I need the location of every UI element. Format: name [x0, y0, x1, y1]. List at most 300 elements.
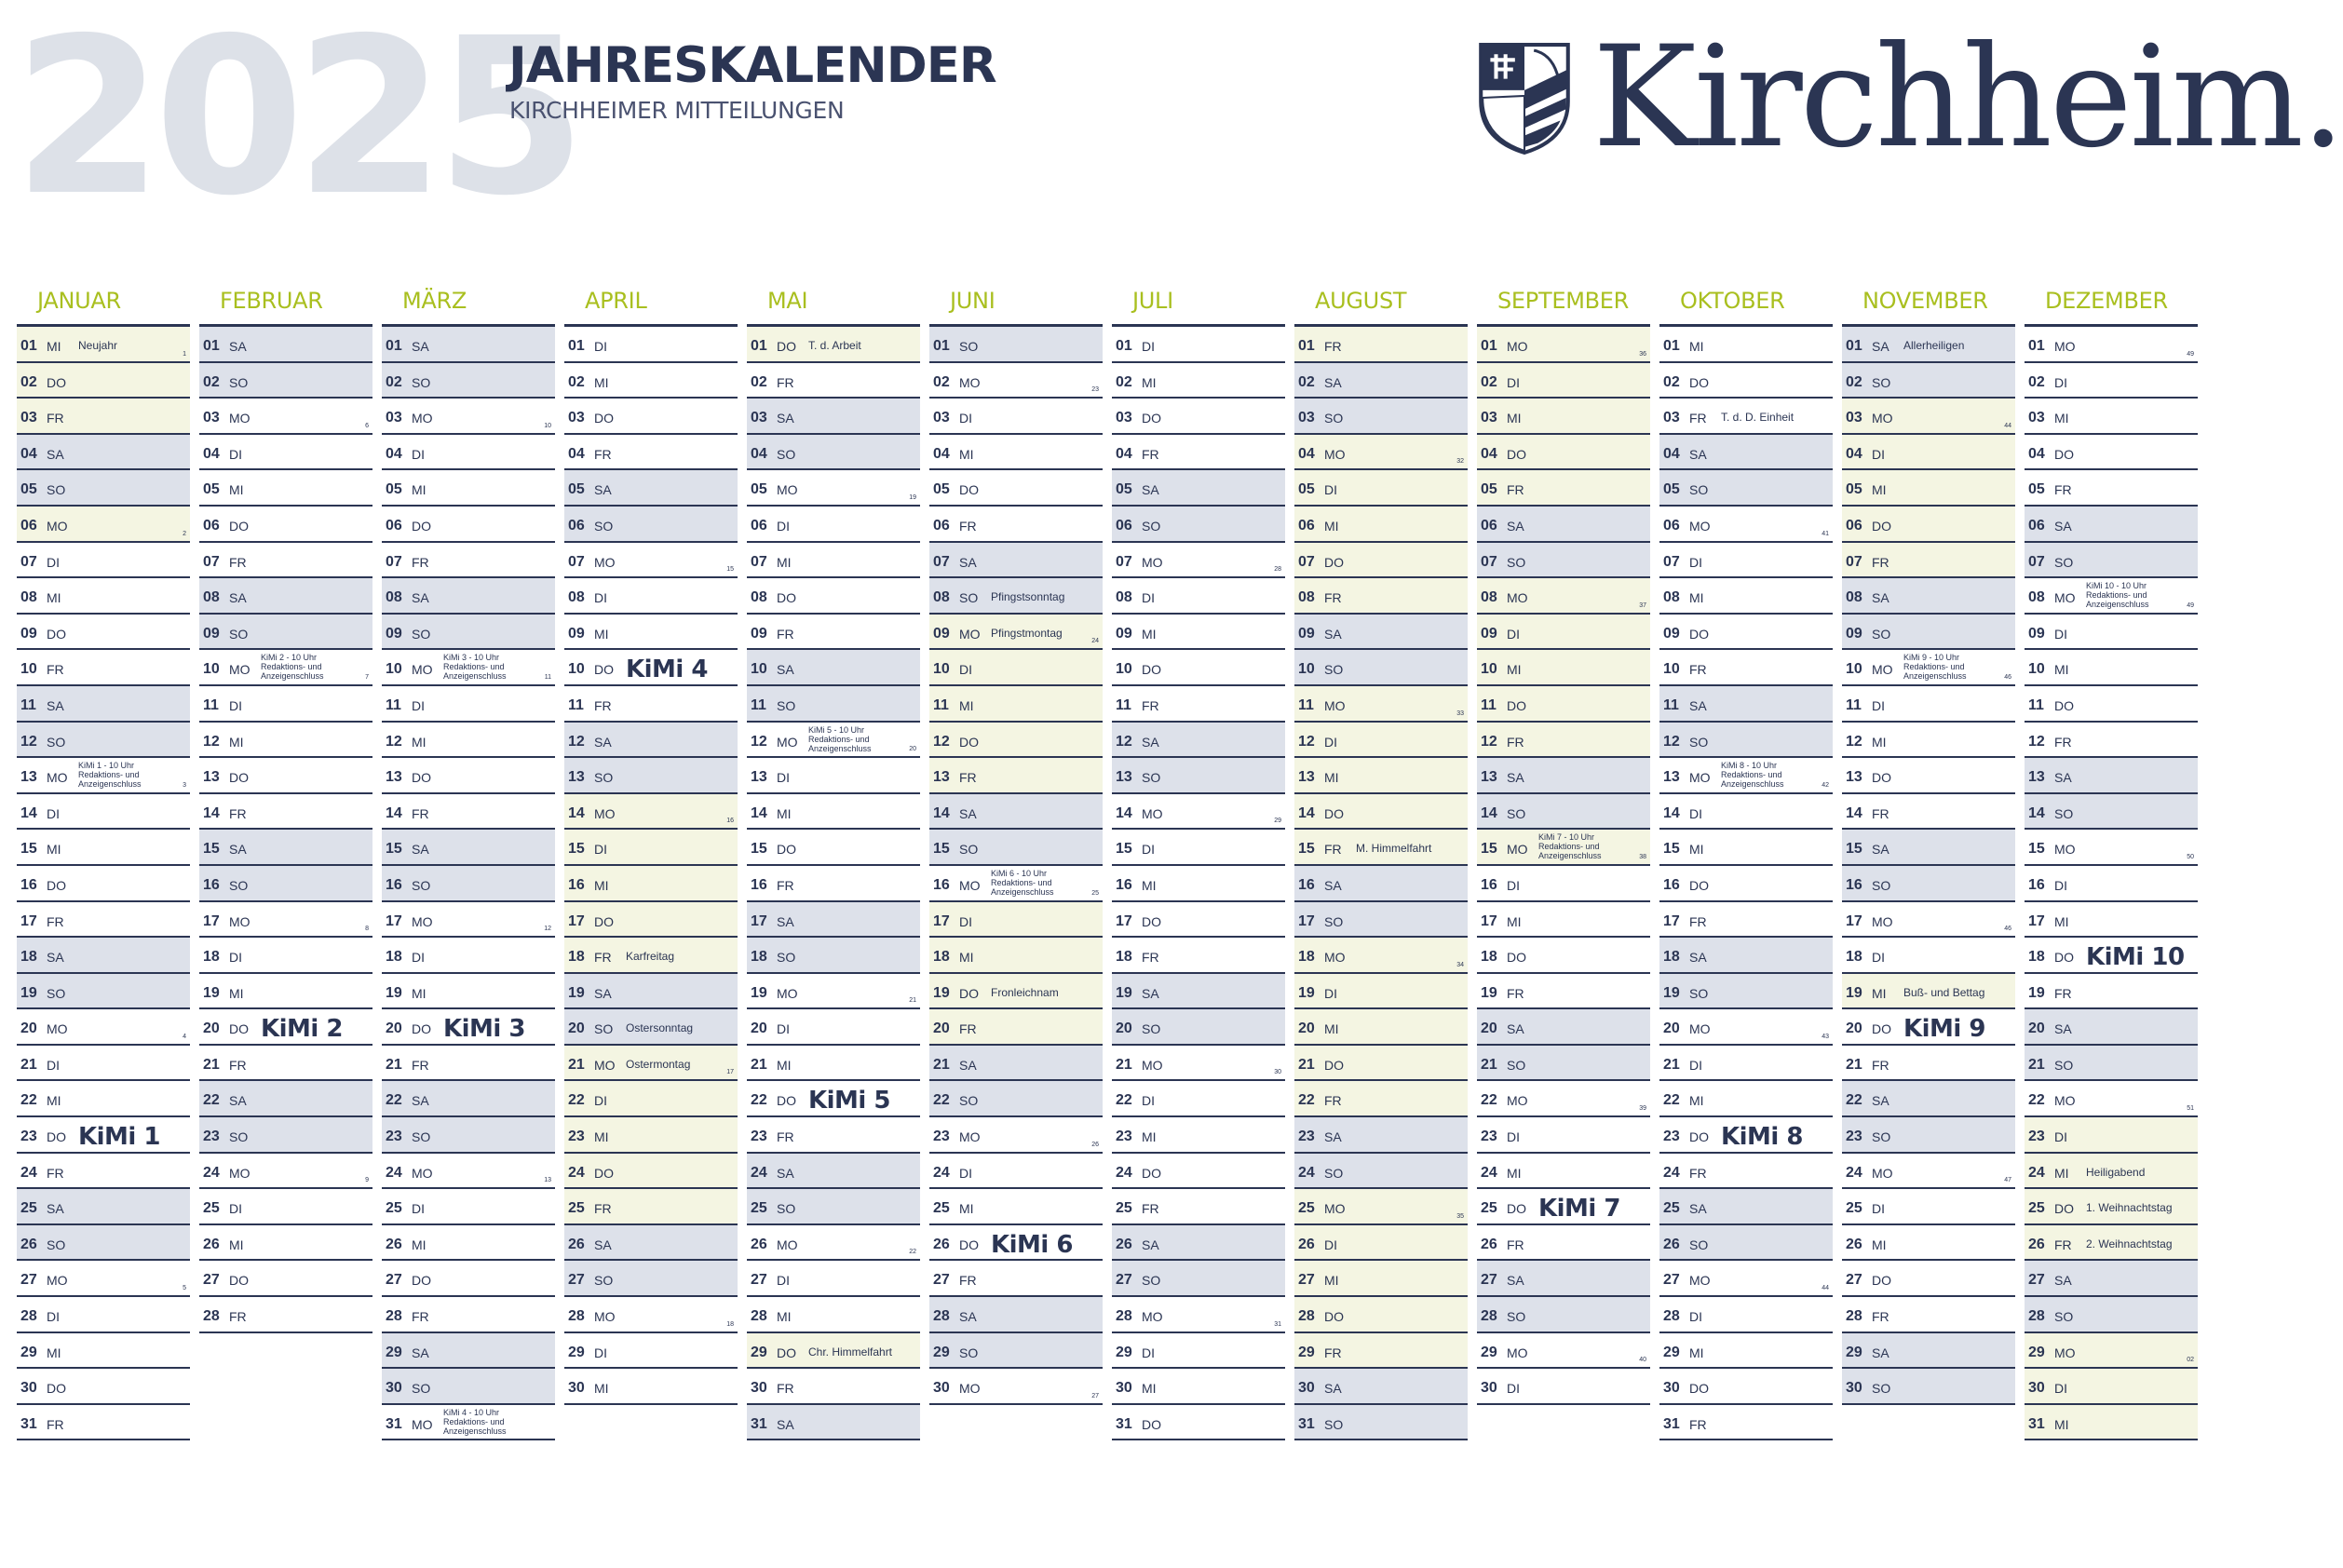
day-number: 20 — [20, 1021, 37, 1037]
kimi-issue-label: KiMi 6 — [991, 1230, 1073, 1259]
weekday: FR — [229, 1309, 247, 1325]
day-row — [1477, 758, 1650, 794]
day-row — [1477, 1081, 1650, 1117]
week-number: 51 — [2187, 1105, 2194, 1113]
day-row — [1477, 1189, 1650, 1225]
weekday: SA — [412, 842, 429, 858]
day-row — [1477, 1154, 1650, 1190]
weekday: FR — [412, 1309, 429, 1325]
day-number: 03 — [933, 410, 950, 426]
day-note: Ostermontag — [626, 1057, 691, 1071]
day-row — [382, 615, 555, 651]
day-number: 15 — [1846, 841, 1862, 858]
day-row — [747, 830, 920, 866]
day-row — [929, 794, 1103, 831]
month-name: JANUAR — [17, 285, 190, 327]
day-row — [1294, 1081, 1468, 1117]
weekday: MI — [229, 482, 244, 498]
day-row — [1112, 470, 1285, 507]
weekday: DO — [959, 985, 979, 1001]
day-number: 03 — [1298, 410, 1315, 426]
weekday: DI — [959, 1165, 972, 1181]
weekday: SA — [1689, 446, 1707, 462]
day-note: T. d. D. Einheit — [1721, 411, 1794, 425]
day-number: 29 — [20, 1344, 37, 1360]
weekday: SO — [1142, 1273, 1161, 1289]
day-row — [2025, 399, 2198, 435]
day-row — [17, 1046, 190, 1082]
day-number: 30 — [1298, 1380, 1315, 1397]
day-row — [1659, 543, 1833, 579]
day-row — [1294, 830, 1468, 866]
day-row — [382, 650, 555, 686]
day-number: 23 — [1481, 1129, 1497, 1145]
weekday: SO — [1689, 482, 1709, 498]
weekday: DO — [1324, 1057, 1344, 1073]
weekday: FR — [1324, 339, 1342, 354]
weekday: DO — [412, 518, 431, 534]
weekday: MO — [1324, 950, 1346, 966]
day-row — [1112, 830, 1285, 866]
day-row — [199, 902, 372, 939]
day-number: 03 — [386, 410, 402, 426]
weekday: DO — [959, 734, 979, 750]
day-row — [564, 974, 738, 1010]
weekday: DI — [2054, 1381, 2067, 1397]
day-row — [929, 723, 1103, 759]
day-row — [1659, 399, 1833, 435]
day-number: 22 — [1663, 1092, 1680, 1109]
day-number: 13 — [568, 769, 585, 786]
weekday: DI — [229, 697, 242, 713]
day-number: 03 — [1116, 410, 1132, 426]
day-row — [747, 650, 920, 686]
day-row — [199, 938, 372, 974]
day-row — [1842, 866, 2015, 902]
weekday: SO — [412, 626, 431, 642]
day-number: 22 — [933, 1092, 950, 1109]
weekday: SA — [2054, 518, 2072, 534]
day-row — [199, 866, 372, 902]
day-row — [2025, 938, 2198, 974]
weekday: DI — [594, 842, 607, 858]
weekday: MO — [1689, 518, 1711, 534]
day-row — [1294, 650, 1468, 686]
day-number: 30 — [2028, 1380, 2045, 1397]
day-row — [929, 1333, 1103, 1370]
day-number: 14 — [203, 804, 220, 821]
weekday: SO — [594, 1021, 614, 1037]
day-row — [564, 1189, 738, 1225]
weekday: SO — [2054, 554, 2074, 570]
day-row — [1477, 578, 1650, 615]
weekday: SO — [1324, 411, 1344, 426]
day-number: 21 — [1481, 1056, 1497, 1073]
day-number: 11 — [1298, 696, 1314, 713]
day-number: 28 — [933, 1308, 950, 1325]
day-number: 12 — [386, 733, 402, 750]
day-number: 06 — [933, 517, 950, 534]
day-row — [1477, 1117, 1650, 1154]
day-number: 22 — [203, 1092, 220, 1109]
weekday: SA — [594, 985, 612, 1001]
day-row — [199, 650, 372, 686]
day-row — [1477, 830, 1650, 866]
weekday: SO — [1507, 805, 1526, 821]
day-number: 20 — [1481, 1021, 1497, 1037]
day-number: 31 — [1116, 1415, 1132, 1432]
day-row — [1112, 974, 1285, 1010]
weekday: DI — [229, 1201, 242, 1217]
day-row — [382, 974, 555, 1010]
day-row — [1842, 470, 2015, 507]
weekday: MO — [2054, 1345, 2076, 1360]
month-name: JUNI — [929, 285, 1103, 327]
day-number: 29 — [568, 1344, 585, 1360]
weekday: MO — [412, 913, 433, 929]
day-number: 24 — [203, 1164, 220, 1181]
day-number: 11 — [751, 696, 766, 713]
weekday: MI — [1507, 913, 1522, 929]
day-row — [1477, 363, 1650, 399]
day-row — [1659, 974, 1833, 1010]
day-number: 04 — [751, 445, 767, 462]
day-number: 17 — [751, 912, 767, 929]
weekday: MO — [1507, 1093, 1528, 1109]
day-number: 09 — [933, 625, 950, 642]
day-number: 23 — [2028, 1129, 2045, 1145]
day-row — [564, 615, 738, 651]
day-row — [382, 1154, 555, 1190]
day-row — [199, 1297, 372, 1333]
day-note: Neujahr — [78, 339, 118, 352]
day-row — [1294, 1297, 1468, 1333]
day-row — [17, 758, 190, 794]
day-note: KiMi 10 - 10 Uhr Redaktions- und Anzeigenschluss — [2086, 581, 2149, 610]
day-number: 03 — [1663, 410, 1680, 426]
day-number: 23 — [203, 1129, 220, 1145]
day-row — [1112, 686, 1285, 723]
day-number: 26 — [568, 1236, 585, 1252]
day-row — [564, 435, 738, 471]
week-number: 16 — [726, 818, 734, 825]
weekday: DO — [47, 626, 66, 642]
weekday: DI — [1872, 446, 1885, 462]
weekday: MO — [1324, 697, 1346, 713]
weekday: DI — [1142, 590, 1155, 606]
weekday: SO — [47, 734, 66, 750]
weekday: SO — [412, 374, 431, 390]
weekday: MO — [959, 374, 981, 390]
weekday: SA — [47, 697, 64, 713]
weekday: DI — [1142, 339, 1155, 354]
weekday: MI — [959, 697, 974, 713]
weekday: SO — [959, 1093, 979, 1109]
weekday: SO — [1689, 985, 1709, 1001]
day-number: 20 — [1116, 1021, 1132, 1037]
calendar-subtitle: KIRCHHEIMER MITTEILUNGEN — [509, 97, 845, 124]
weekday: SA — [777, 1416, 794, 1432]
day-number: 20 — [1298, 1021, 1315, 1037]
day-number: 16 — [203, 876, 220, 893]
weekday: FR — [1507, 482, 1524, 498]
day-number: 05 — [203, 481, 220, 498]
day-number: 26 — [1481, 1236, 1497, 1252]
day-row — [1477, 974, 1650, 1010]
day-row — [382, 363, 555, 399]
weekday: FR — [1507, 1237, 1524, 1252]
day-number: 15 — [203, 841, 220, 858]
day-number: 22 — [20, 1092, 37, 1109]
month-name: MAI — [747, 285, 920, 327]
day-row — [1659, 1009, 1833, 1046]
day-number: 26 — [1663, 1236, 1680, 1252]
week-number: 15 — [726, 566, 734, 574]
day-number: 02 — [1663, 373, 1680, 390]
weekday: SA — [777, 1165, 794, 1181]
day-row — [564, 866, 738, 902]
week-number: 44 — [2004, 422, 2011, 429]
weekday: MO — [1507, 590, 1528, 606]
day-row — [382, 866, 555, 902]
day-number: 15 — [751, 841, 767, 858]
day-number: 27 — [1116, 1272, 1132, 1289]
day-number: 31 — [2028, 1415, 2045, 1432]
day-number: 10 — [1663, 661, 1680, 678]
day-number: 01 — [1116, 338, 1132, 354]
weekday: FR — [2054, 1237, 2072, 1252]
weekday: MO — [47, 1273, 68, 1289]
day-row — [199, 830, 372, 866]
weekday: SA — [1324, 1129, 1342, 1145]
weekday: SA — [959, 1057, 977, 1073]
day-number: 02 — [386, 373, 402, 390]
week-number: 30 — [1274, 1069, 1281, 1076]
day-note: Karfreitag — [626, 950, 675, 964]
weekday: MI — [1142, 877, 1157, 893]
day-row — [199, 1081, 372, 1117]
day-number: 19 — [1298, 984, 1315, 1001]
weekday: SA — [47, 1201, 64, 1217]
day-row — [1294, 327, 1468, 363]
weekday: DI — [229, 446, 242, 462]
month-name: JULI — [1112, 285, 1285, 327]
day-row — [1294, 758, 1468, 794]
day-number: 24 — [751, 1164, 767, 1181]
day-number: 17 — [2028, 912, 2045, 929]
day-row — [382, 399, 555, 435]
weekday: SA — [229, 590, 247, 606]
day-number: 18 — [2028, 949, 2045, 966]
weekday: DI — [777, 1273, 790, 1289]
week-number: 40 — [1639, 1357, 1646, 1364]
weekday: SO — [959, 339, 979, 354]
day-row — [199, 974, 372, 1010]
day-number: 04 — [20, 445, 37, 462]
week-number: 1 — [183, 350, 186, 358]
weekday: MI — [1142, 374, 1157, 390]
weekday: MO — [2054, 842, 2076, 858]
month-column — [929, 285, 1103, 1405]
day-number: 15 — [386, 841, 402, 858]
day-row — [2025, 723, 2198, 759]
weekday: DO — [47, 374, 66, 390]
weekday: SA — [47, 950, 64, 966]
day-row — [1659, 435, 1833, 471]
month-column — [382, 285, 555, 1440]
weekday: MI — [1324, 1273, 1339, 1289]
day-number: 18 — [1846, 949, 1862, 966]
day-note: T. d. Arbeit — [808, 339, 861, 352]
month-column — [747, 285, 920, 1440]
weekday: SA — [2054, 1021, 2072, 1037]
day-row — [1659, 794, 1833, 831]
month-name: FEBRUAR — [199, 285, 372, 327]
weekday: FR — [1324, 590, 1342, 606]
weekday: DI — [777, 518, 790, 534]
day-number: 05 — [20, 481, 37, 498]
day-row — [564, 794, 738, 831]
day-number: 05 — [751, 481, 767, 498]
weekday: FR — [1689, 662, 1707, 678]
day-row — [564, 470, 738, 507]
kimi-issue-label: KiMi 9 — [1903, 1015, 1985, 1044]
day-number: 06 — [1116, 517, 1132, 534]
day-number: 19 — [1846, 984, 1862, 1001]
weekday: FR — [1689, 913, 1707, 929]
day-number: 26 — [20, 1236, 37, 1252]
day-row — [1112, 435, 1285, 471]
day-number: 28 — [1663, 1308, 1680, 1325]
weekday: MO — [594, 554, 616, 570]
day-row — [929, 363, 1103, 399]
month-column — [1112, 285, 1285, 1440]
week-number: 9 — [365, 1177, 369, 1184]
day-number: 31 — [751, 1415, 767, 1432]
day-row — [2025, 1189, 2198, 1225]
day-number: 10 — [933, 661, 950, 678]
day-row — [1659, 1225, 1833, 1262]
weekday: SA — [412, 1345, 429, 1360]
weekday: SA — [229, 1093, 247, 1109]
day-row — [199, 327, 372, 363]
day-number: 03 — [203, 410, 220, 426]
weekday: MI — [1507, 411, 1522, 426]
weekday: MI — [412, 734, 427, 750]
weekday: MO — [2054, 590, 2076, 606]
day-number: 05 — [568, 481, 585, 498]
weekday: DI — [1872, 697, 1885, 713]
day-row — [1659, 1405, 1833, 1441]
week-number: 3 — [183, 781, 186, 789]
weekday: DI — [1142, 842, 1155, 858]
day-row — [929, 830, 1103, 866]
day-row — [564, 902, 738, 939]
weekday: DO — [47, 1381, 66, 1397]
day-row — [1842, 399, 2015, 435]
day-row — [929, 1081, 1103, 1117]
day-number: 18 — [1298, 949, 1315, 966]
day-number: 24 — [568, 1164, 585, 1181]
day-number: 23 — [751, 1129, 767, 1145]
day-number: 25 — [203, 1200, 220, 1217]
day-number: 16 — [1481, 876, 1497, 893]
day-row — [1659, 866, 1833, 902]
weekday: FR — [1689, 1165, 1707, 1181]
day-number: 13 — [751, 769, 767, 786]
weekday: FR — [777, 374, 794, 390]
day-number: 09 — [203, 625, 220, 642]
day-row — [1477, 686, 1650, 723]
day-number: 28 — [203, 1308, 220, 1325]
day-row — [382, 1009, 555, 1046]
weekday: DO — [229, 770, 249, 786]
day-note: KiMi 3 - 10 Uhr Redaktions- und Anzeigenschluss — [443, 653, 507, 682]
weekday: SA — [1324, 877, 1342, 893]
day-note: 2. Weihnachtstag — [2086, 1237, 2173, 1250]
day-row — [199, 758, 372, 794]
week-number: 39 — [1639, 1105, 1646, 1113]
day-row — [929, 1046, 1103, 1082]
day-number: 24 — [386, 1164, 402, 1181]
day-number: 13 — [933, 769, 950, 786]
day-number: 13 — [203, 769, 220, 786]
day-row — [2025, 758, 2198, 794]
day-row — [2025, 435, 2198, 471]
weekday: SA — [1507, 1273, 1524, 1289]
day-row — [2025, 1046, 2198, 1082]
day-number: 27 — [568, 1272, 585, 1289]
day-number: 12 — [1116, 733, 1132, 750]
weekday: MI — [2054, 1165, 2069, 1181]
day-note: Pfingstsonntag — [991, 590, 1065, 604]
day-number: 02 — [1298, 373, 1315, 390]
day-number: 25 — [2028, 1200, 2045, 1217]
weekday: SO — [1689, 1237, 1709, 1252]
weekday: FR — [959, 1273, 977, 1289]
day-row — [1294, 902, 1468, 939]
weekday: DO — [1689, 1381, 1709, 1397]
weekday: SO — [1872, 374, 1891, 390]
weekday: MO — [777, 482, 798, 498]
day-number: 12 — [568, 733, 585, 750]
weekday: DI — [594, 590, 607, 606]
day-number: 18 — [203, 949, 220, 966]
kimi-issue-label: KiMi 8 — [1721, 1123, 1803, 1152]
day-number: 04 — [568, 445, 585, 462]
weekday: MI — [777, 805, 792, 821]
weekday: FR — [47, 913, 64, 929]
day-number: 11 — [2028, 696, 2044, 713]
day-note: KiMi 7 - 10 Uhr Redaktions- und Anzeigenschluss — [1538, 832, 1602, 861]
weekday: MI — [1872, 1237, 1887, 1252]
day-number: 07 — [1663, 553, 1680, 570]
weekday: MI — [229, 985, 244, 1001]
day-number: 02 — [933, 373, 950, 390]
day-row — [2025, 794, 2198, 831]
weekday: SA — [229, 842, 247, 858]
day-row — [17, 650, 190, 686]
day-number: 13 — [20, 769, 37, 786]
weekday: FR — [1507, 734, 1524, 750]
day-row — [1477, 723, 1650, 759]
day-row — [747, 1189, 920, 1225]
weekday: SA — [1872, 339, 1889, 354]
day-number: 27 — [1846, 1272, 1862, 1289]
month-column — [2025, 285, 2198, 1440]
day-number: 07 — [2028, 553, 2045, 570]
weekday: DI — [47, 1309, 60, 1325]
